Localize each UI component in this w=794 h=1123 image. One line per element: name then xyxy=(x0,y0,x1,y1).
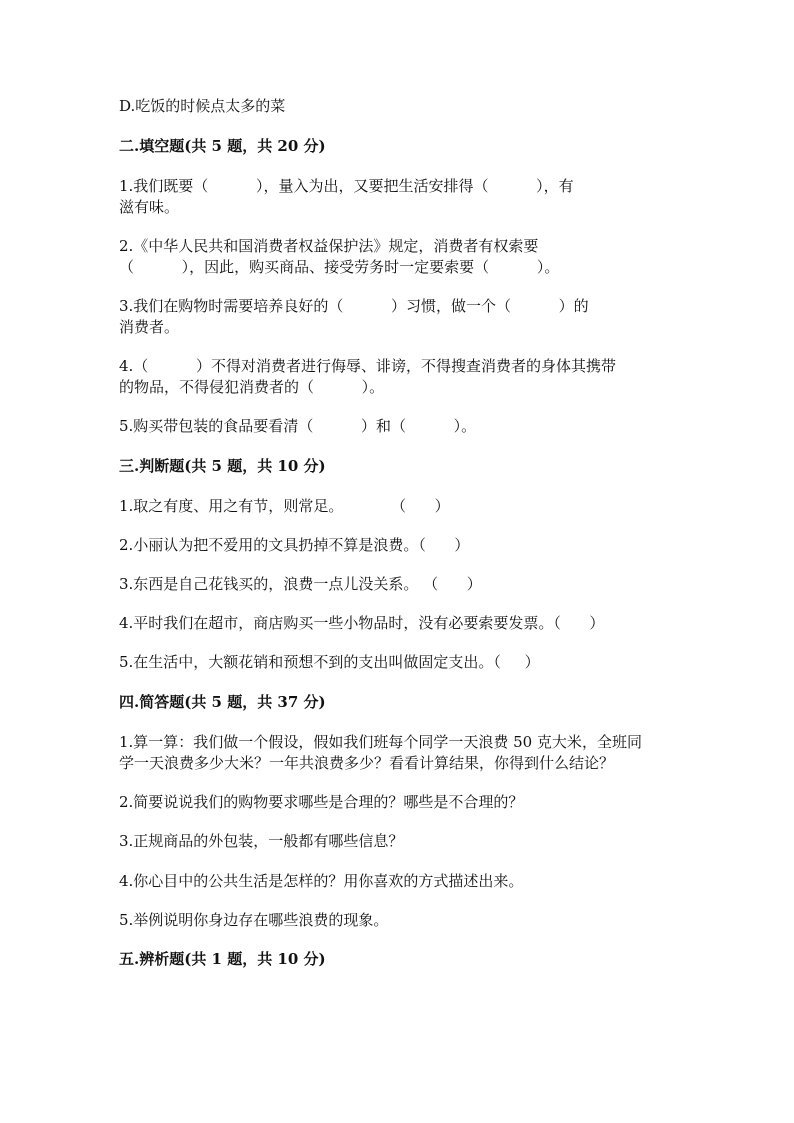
judge-question-1: 1.取之有度、用之有节，则常足。 （ ） xyxy=(119,497,450,515)
short-question-1-line-1: 1.算一算：我们做一个假设，假如我们班每个同学一天浪费 50 克大米，全班同 xyxy=(119,733,642,751)
judge-question-5: 5.在生活中，大额花销和预想不到的支出叫做固定支出。（ ） xyxy=(119,653,540,671)
judge-question-4: 4.平时我们在超市，商店购买一些小物品时，没有必要索要发票。（ ） xyxy=(119,614,605,632)
section-heading-fill-in: 二.填空题(共 5 题，共 20 分) xyxy=(119,137,326,155)
fill-question-2-line-1: 2.《中华人民共和国消费者权益保护法》规定，消费者有权索要 xyxy=(119,237,539,255)
fill-question-3-line-1: 3.我们在购物时需要培养良好的（ ）习惯，做一个（ ）的 xyxy=(119,297,589,315)
short-question-1-line-2: 学一天浪费多少大米？一年共浪费多少？看看计算结果，你得到什么结论？ xyxy=(119,754,615,772)
fill-question-4-line-2: 的物品，不得侵犯消费者的（ ）。 xyxy=(119,378,385,396)
short-question-3: 3.正规商品的外包装，一般都有哪些信息？ xyxy=(119,832,404,850)
option-d: D.吃饭的时候点太多的菜 xyxy=(119,97,286,115)
fill-question-4-line-1: 4.（ ）不得对消费者进行侮辱、诽谤，不得搜查消费者的身体其携带 xyxy=(119,357,616,375)
fill-question-1-line-1: 1.我们既要（ ），量入为出，又要把生活安排得（ ），有 xyxy=(119,177,574,195)
fill-question-1-line-2: 滋有味。 xyxy=(119,198,180,216)
short-question-2: 2.简要说说我们的购物要求哪些是合理的？哪些是不合理的？ xyxy=(119,793,524,811)
fill-question-2-line-2: （ ），因此，购买商品、接受劳务时一定要索要（ ）。 xyxy=(119,258,560,276)
section-heading-true-false: 三.判断题(共 5 题，共 10 分) xyxy=(119,457,326,475)
fill-question-5: 5.购买带包装的食品要看清（ ）和（ ）。 xyxy=(119,417,477,435)
judge-question-2: 2.小丽认为把不爱用的文具扔掉不算是浪费。（ ） xyxy=(119,536,470,554)
section-heading-short-answer: 四.简答题(共 5 题，共 37 分) xyxy=(119,693,326,711)
fill-question-3-line-2: 消费者。 xyxy=(119,318,180,336)
section-heading-analysis: 五.辨析题(共 1 题，共 10 分) xyxy=(119,950,326,968)
short-question-5: 5.举例说明你身边存在哪些浪费的现象。 xyxy=(119,911,389,929)
judge-question-3: 3.东西是自己花钱买的，浪费一点儿没关系。 （ ） xyxy=(119,575,482,593)
short-question-4: 4.你心目中的公共生活是怎样的？用你喜欢的方式描述出来。 xyxy=(119,872,524,890)
